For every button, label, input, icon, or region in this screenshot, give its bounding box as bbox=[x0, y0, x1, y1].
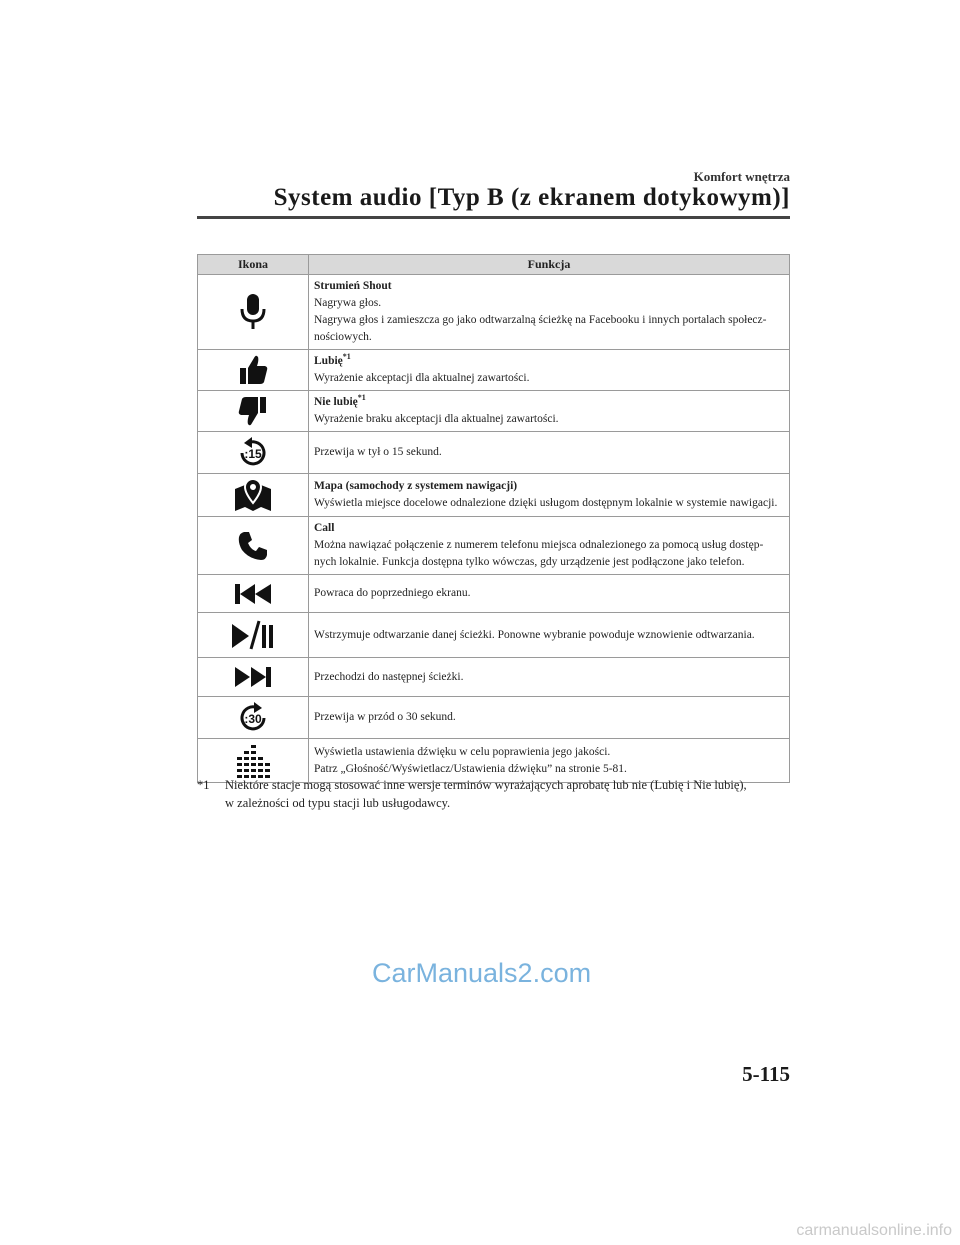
footnote bbox=[197, 776, 790, 812]
map-pin-icon bbox=[233, 477, 273, 513]
function-description: Wyrażenie akceptacji dla aktualnej zawartości. bbox=[314, 372, 530, 384]
footnote-mark: *1 bbox=[197, 778, 210, 792]
table-row bbox=[198, 613, 790, 658]
forward-30-icon bbox=[235, 700, 271, 736]
function-description: Wyrażenie braku akceptacji dla aktualnej zawartości. bbox=[314, 413, 559, 425]
equalizer-icon bbox=[232, 743, 274, 779]
column-header-icon: Ikona bbox=[198, 255, 309, 275]
function-title: Lubię$^{*1}$ bbox=[314, 352, 351, 367]
icon-cell bbox=[198, 275, 309, 350]
footnote-text: Niektóre stacje mogą stosować inne wersje terminów wyrażających aprobatę lub nie (Lubię i Nie lubię), bbox=[225, 778, 747, 792]
function-description: nościowych. bbox=[314, 331, 372, 343]
function-cell bbox=[309, 474, 790, 517]
table-row bbox=[198, 575, 790, 613]
page-number: 5-115 bbox=[742, 1062, 790, 1086]
icon-cell bbox=[198, 575, 309, 613]
function-description: Wstrzymuje odtwarzanie danej ścieżki. Ponowne wybranie powoduje wznowienie odtwarzania. bbox=[314, 628, 755, 641]
thumbs-up-icon bbox=[236, 353, 270, 387]
function-description: nych lokalnie. Funkcja dostępna tylko wówczas, gdy urządzenie jest podłączone jako telefon. bbox=[314, 556, 745, 568]
title-rule bbox=[197, 216, 790, 219]
function-description: Patrz „Głośność/Wyświetlacz/Ustawienia dźwięku” na stronie 5-81. bbox=[314, 762, 627, 775]
rewind-15-icon bbox=[235, 435, 271, 471]
footnote-ref: *1 bbox=[342, 352, 351, 362]
function-cell bbox=[309, 658, 790, 697]
page-title: System audio [Typ B (z ekranem dotykowym)] bbox=[273, 184, 790, 211]
table-row bbox=[198, 658, 790, 697]
table-header-row bbox=[198, 255, 790, 275]
table-row bbox=[198, 350, 790, 391]
table-row bbox=[198, 432, 790, 474]
footer-site-link[interactable]: carmanualsonline.info bbox=[796, 1222, 952, 1239]
function-cell bbox=[309, 350, 790, 391]
thumbs-down-icon bbox=[236, 394, 270, 428]
forward-30-label: :30 bbox=[244, 711, 262, 726]
footnote-text: w zależności od typu stacji lub usługodawcy. bbox=[225, 796, 451, 810]
previous-track-icon bbox=[233, 582, 273, 606]
phone-icon bbox=[237, 530, 269, 562]
function-description: Wyświetla miejsce docelowe odnalezione dzięki usługom dostępnym lokalnie w systemie nawigacji. bbox=[314, 497, 778, 509]
function-description: Przechodzi do następnej ścieżki. bbox=[314, 670, 464, 683]
function-description: Wyświetla ustawienia dźwięku w celu poprawienia jego jakości. bbox=[314, 745, 611, 758]
icon-cell bbox=[198, 613, 309, 658]
function-cell bbox=[309, 575, 790, 613]
function-cell bbox=[309, 275, 790, 350]
function-description: Można nawiązać połączenie z numerem telefonu miejsca odnalezionego za pomocą usług dostęp- bbox=[314, 539, 764, 551]
icon-cell bbox=[198, 697, 309, 739]
function-title: Nie lubię$^{*1}$ bbox=[314, 393, 366, 408]
microphone-icon bbox=[236, 293, 270, 331]
function-cell bbox=[309, 517, 790, 575]
icon-cell bbox=[198, 391, 309, 432]
icon-cell bbox=[198, 517, 309, 575]
table-row bbox=[198, 391, 790, 432]
function-title: Strumień Shout bbox=[314, 280, 392, 292]
icon-cell bbox=[198, 658, 309, 697]
table-row bbox=[198, 275, 790, 350]
function-description: Nagrywa głos. bbox=[314, 297, 382, 309]
function-description: Nagrywa głos i zamieszcza go jako odtwarzalną ścieżkę na Facebooku i innych portalach społecz- bbox=[314, 314, 767, 326]
function-description: Przewija w tył o 15 sekund. bbox=[314, 446, 442, 458]
function-cell bbox=[309, 613, 790, 658]
icon-cell bbox=[198, 350, 309, 391]
section-label: Komfort wnętrza bbox=[693, 169, 790, 184]
play-pause-icon bbox=[230, 619, 276, 651]
function-description: Przewija w przód o 30 sekund. bbox=[314, 711, 456, 723]
watermark-link[interactable]: CarManuals2.com bbox=[372, 958, 592, 988]
function-cell bbox=[309, 391, 790, 432]
icon-function-table bbox=[197, 254, 790, 783]
table-row bbox=[198, 697, 790, 739]
function-title: Mapa (samochody z systemem nawigacji) bbox=[314, 480, 518, 492]
function-title: Call bbox=[314, 522, 335, 534]
next-track-icon bbox=[233, 665, 273, 689]
table-row bbox=[198, 517, 790, 575]
function-cell bbox=[309, 697, 790, 739]
icon-cell bbox=[198, 432, 309, 474]
column-header-function: Funkcja bbox=[309, 255, 790, 275]
function-cell bbox=[309, 432, 790, 474]
rewind-15-label: :15 bbox=[244, 446, 262, 461]
footnote-ref: *1 bbox=[357, 393, 366, 403]
function-description: Powraca do poprzedniego ekranu. bbox=[314, 587, 471, 599]
icon-cell bbox=[198, 474, 309, 517]
table-row bbox=[198, 474, 790, 517]
